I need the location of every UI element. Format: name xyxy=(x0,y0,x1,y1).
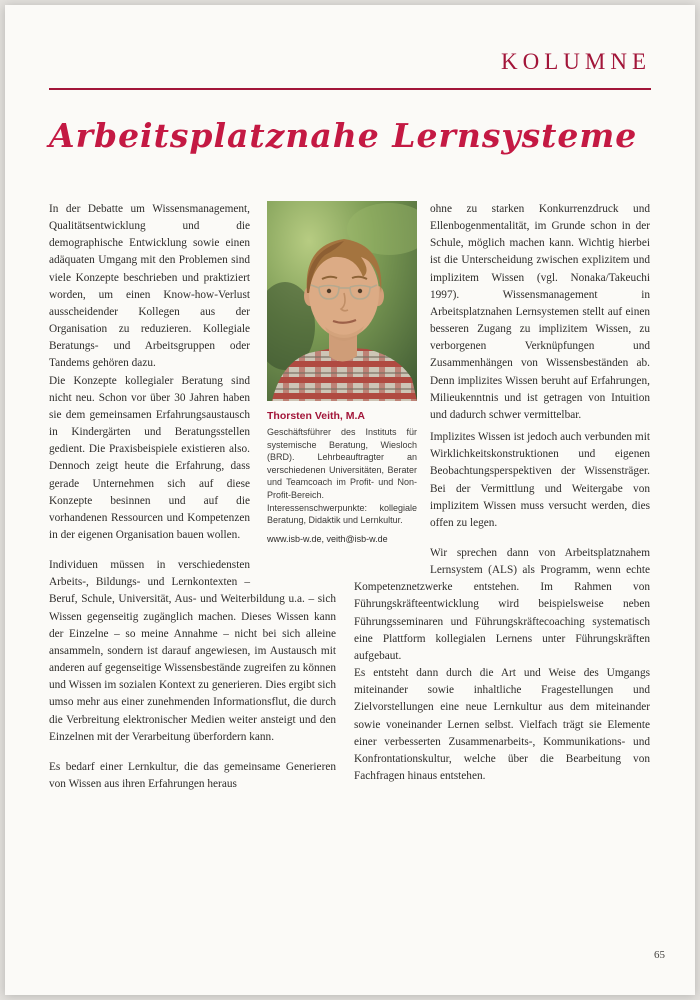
paragraph: In der Debatte um Wissensmanagement, Qualitätsentwicklung und die demographische Entwicklung sowie einen adäquaten Umgang mit den Problemen sind viele Konzepte beschrieben und praktiziert worden, um einen Know-how-Verlust ausscheidender Kollegen aus der Organisation zu reduzieren. Kollegiale Beratungs- und Arbeitsgruppen oder Tandems gehören dazu. xyxy=(49,203,250,370)
author-photo xyxy=(267,201,417,401)
author-bio: Geschäftsführer des Instituts für systemische Beratung, Wiesloch (BRD). Lehrbeauftragter an verschiedenen Universitäten, Berater und Teamcoach im Profit- und Non-Profit-Bereich. Interessenschwerpunkte: kollegiale Beratung, Didaktik und Lernkultur. xyxy=(267,427,417,526)
paragraph: Individuen müssen in verschiedensten Arbeits-, Bildungs- und Lernkontexten – Beruf, Schule, Universität, Aus- und Weiterbildung u.a. – sich Wissen gegenseitig zugänglich machen. Dieses Wissen kann der Einzelne – so meine Annahme – nicht bei sich alleine ansammeln, sondern ist darauf angewiesen, im Austausch mit anderen auf gegenseitige Wissensbestände zugreifen zu können und Wissen im sozialen Kontext zu generieren. Dies ergibt sich umso mehr aus einer zunehmenden Informationsflut, die durch die Verbreitung elektronischer Medien weiter ansteigt und den Einzelnen mit der Verarbeitung überfordern kann. xyxy=(49,559,336,743)
page-number: 65 xyxy=(654,949,665,961)
paragraph: Implizites Wissen ist jedoch auch verbunden mit Wirklichkeitskonstruktionen und eigenen Beobachtungsperspektiven der Wissensträger. Bei der Vermittlung und Weitergabe von implizitem Wissen muss versucht werden, dies offen zu legen. xyxy=(430,431,650,529)
section-label: KOLUMNE xyxy=(501,49,651,74)
article-title: Arbeitsplatznahe Lernsysteme xyxy=(49,116,638,155)
magazine-page xyxy=(5,5,695,995)
paragraph: Die Konzepte kollegialer Beratung sind nicht neu. Schon vor über 30 Jahren haben sie dem gemeinsamen Erfahrungsaustausch in Kindergärten und Beratungsstellen gedient. Die Praxisbeispiele existieren also. Dennoch zeigt heute die Erfahrung, dass gerade Unternehmen sich auf diese Konzepte besinnen und auf die vorhandenen Ressourcen und Kompetenzen in der eigenen Organisation bauen wollen. xyxy=(49,374,250,541)
author-block xyxy=(267,201,417,544)
article-body xyxy=(49,201,651,793)
paragraph: ohne zu starken Konkurrenzdruck und Ellenbogenmentalität, im Grunde schon in der Schule, möglich machen kann. Wichtig hierbei ist die Unterscheidung zwischen explizitem und implizitem Wissen (vgl. Nonaka/Takeuchi 1997). Wissensmanagement in Arbeitsplatznahen Lernsystemen stellt auf einen besseren Zugang zu implizitem Wissen, zu verborgenen Verknüpfungen und Zusammenhängen von Wissensbeständen ab. Denn implizites Wissen beruht auf Erfahrungen, Milieukenntnis und ist getragen von Intuition und dadurch schwer vermittelbar. xyxy=(430,203,650,421)
author-name: Thorsten Veith, M.A xyxy=(267,410,366,422)
paragraph: Es bedarf einer Lernkultur, die das gemeinsame Generieren von Wissen aus ihren Erfahrungen heraus xyxy=(49,760,336,790)
paragraph: Wir sprechen dann von Arbeitsplatznahem Lernsystem (ALS) als Programm, wenn echte Kompetenznetzwerke entstehen. Im Rahmen von Führungskräfteentwicklung wird beispielsweise neben Führungsseminaren und Führungskräftecoaching systematisch eine Plattform kollegialen Lernens unter Führungskräften aufgebaut. xyxy=(354,546,650,662)
paragraph: Es entsteht dann durch die Art und Weise des Umgangs miteinander sowie inhaltliche Fragestellungen und Zielvorstellungen eine neue Lernkultur aus dem miteinander sowie voneinander Lernen selbst. Vielfach trägt sie Elemente einer verbesserten Zusammenarbeits-, Kommunikations- und Konfrontationskultur, welche über die Bearbeitung von Fachfragen hinaus entstehen. xyxy=(354,667,650,782)
header-rule xyxy=(49,88,651,90)
author-contact: www.isb-w.de, veith@isb-w.de xyxy=(267,533,388,544)
